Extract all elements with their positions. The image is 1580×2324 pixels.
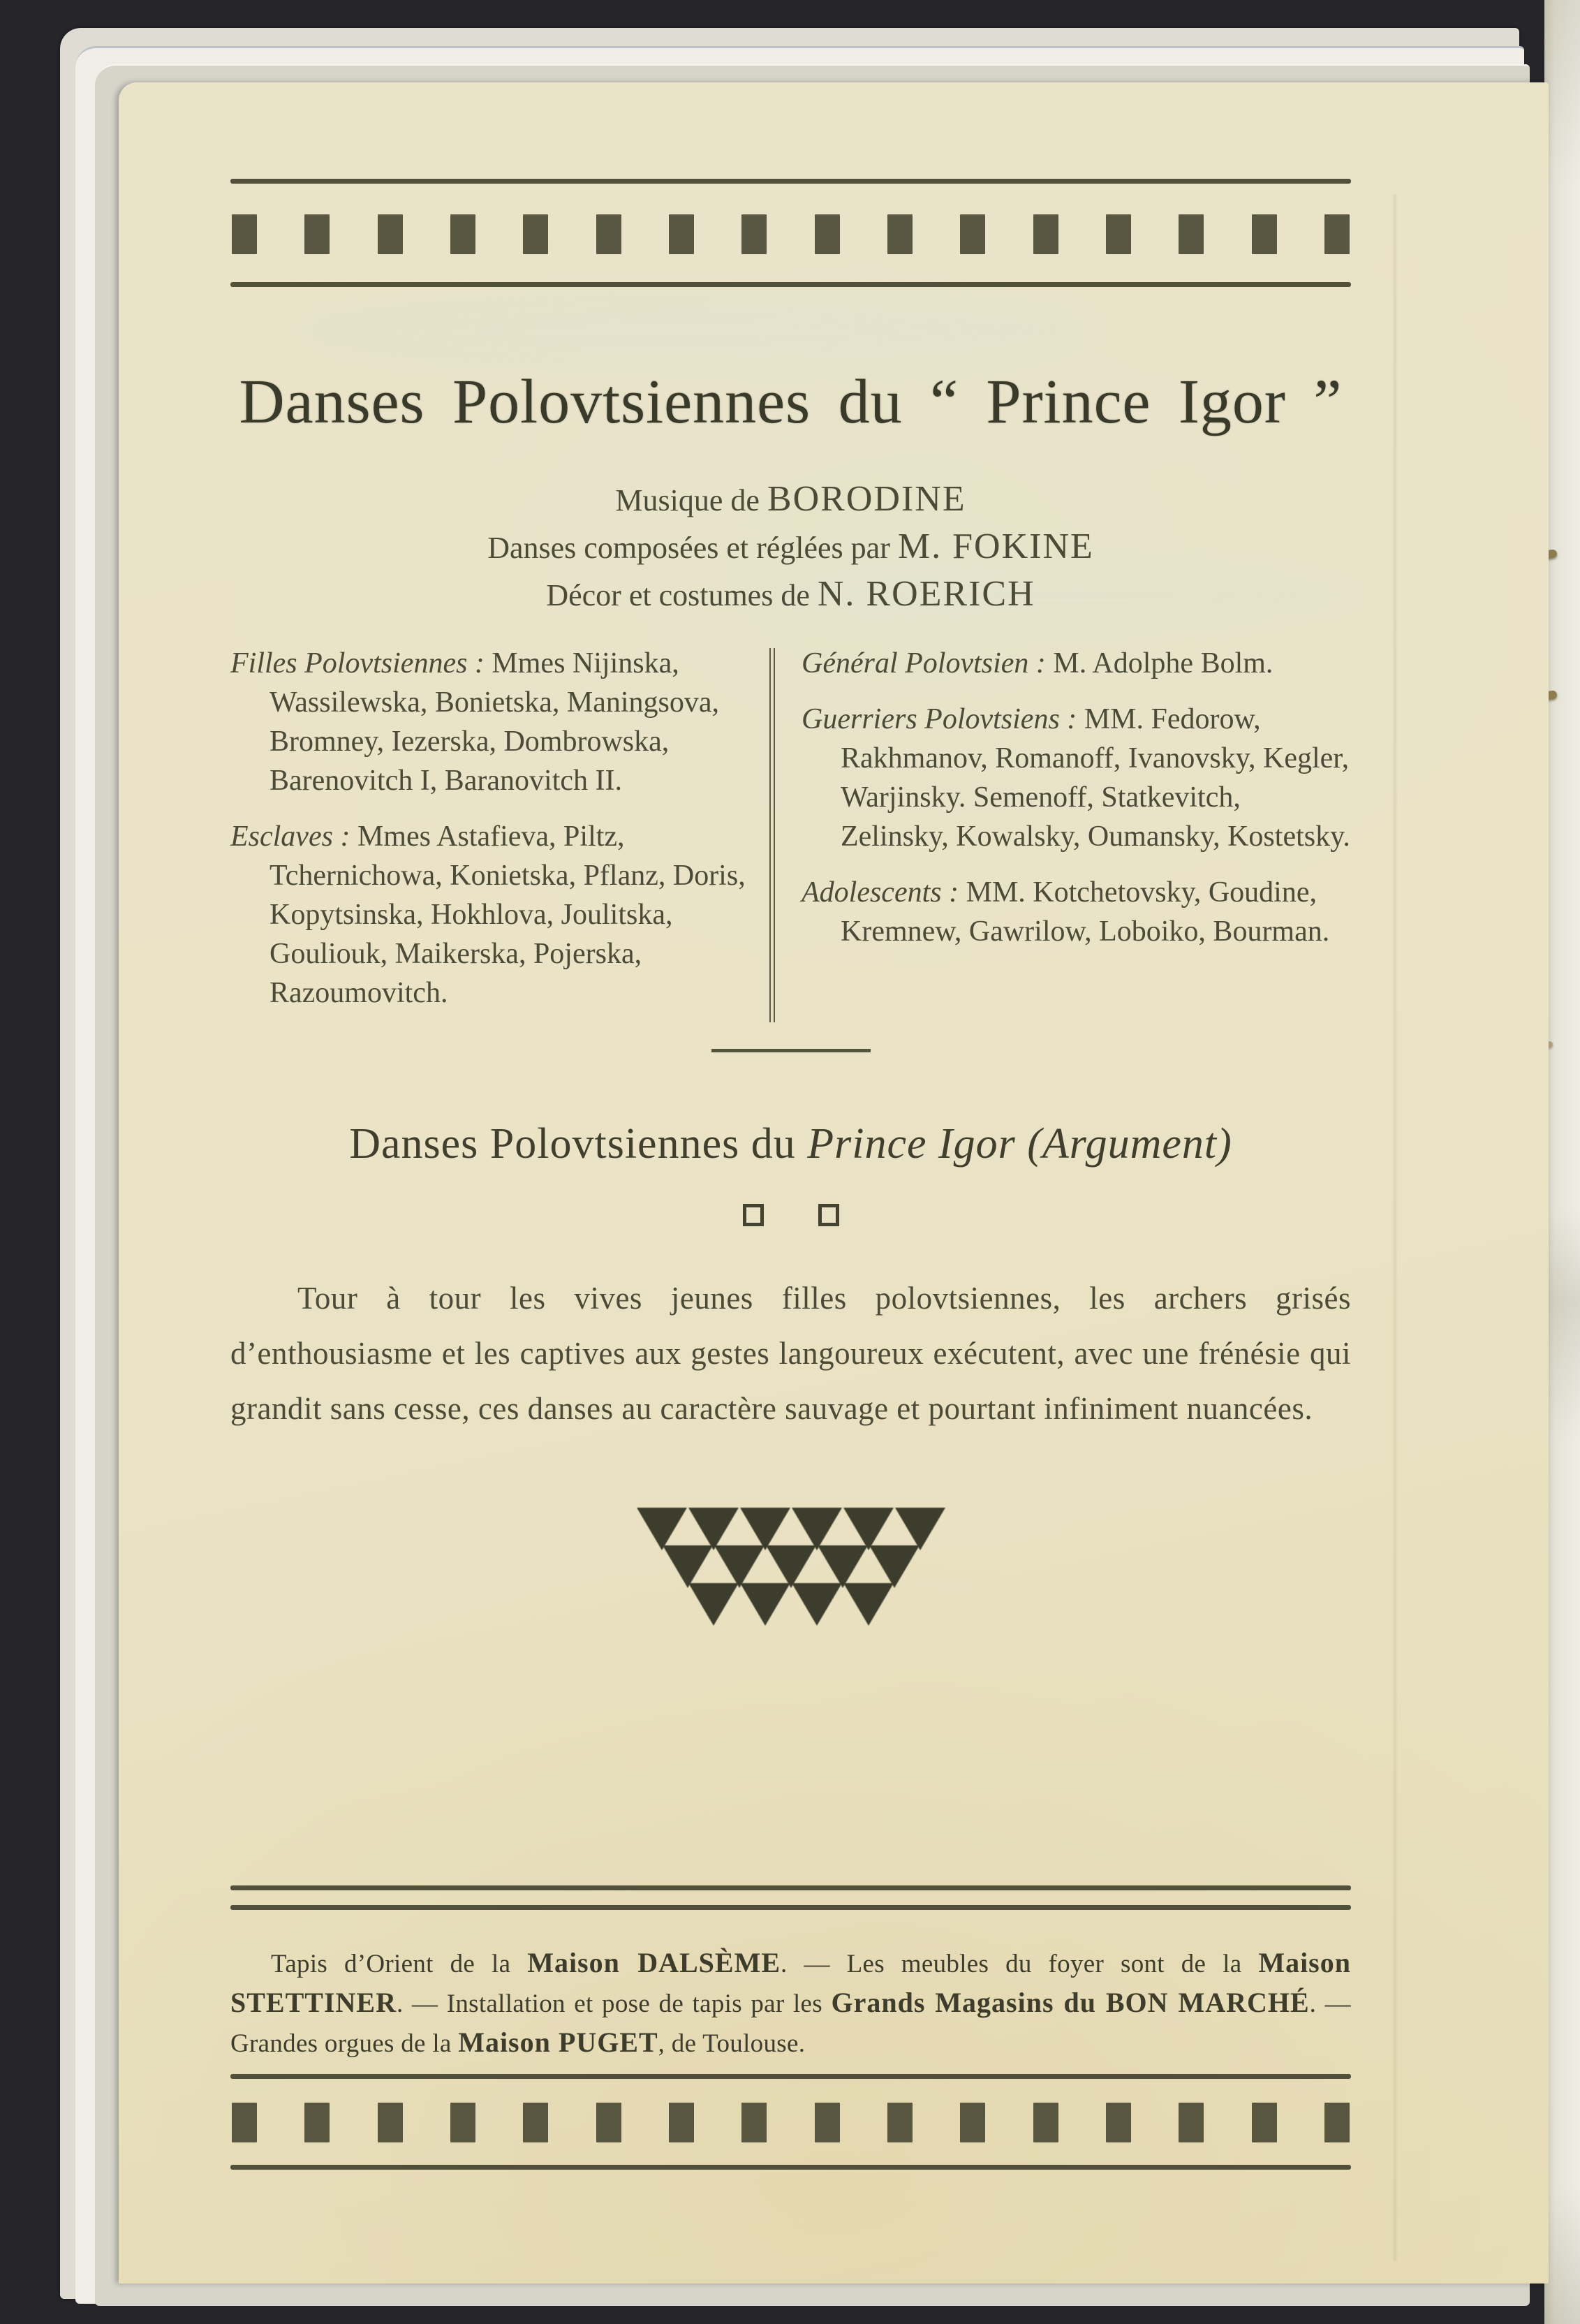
border-square	[304, 214, 330, 254]
border-square	[1324, 214, 1350, 254]
advert-brand-segment: Maison STETTINER	[230, 1947, 1351, 2019]
hollow-square	[743, 1204, 764, 1226]
cast-entry	[802, 873, 1351, 951]
cast-entry	[802, 644, 1351, 683]
border-rule	[230, 282, 1351, 287]
border-square	[815, 214, 840, 254]
hollow-square	[818, 1204, 839, 1226]
border-square	[304, 2103, 330, 2142]
cast-names: M. Adolphe Bolm.	[1053, 647, 1273, 680]
triangle-glyph	[714, 1545, 765, 1588]
border-square	[1324, 2103, 1350, 2142]
page-fold-shadow	[1544, 0, 1580, 2324]
border-square	[450, 2103, 475, 2142]
triangle-ornament	[230, 1508, 1351, 1626]
border-rule	[230, 179, 1351, 184]
cast-column-right	[802, 644, 1351, 1029]
cast-role-label: Filles Polovtsiennes :	[230, 647, 485, 680]
advert-text-segment: Tapis d’Orient de la	[271, 1950, 528, 1979]
top-ornamental-border	[230, 179, 1351, 287]
cast-entry	[230, 644, 748, 800]
cast-column-left	[230, 644, 748, 1029]
advert-brand-segment: Maison PUGET	[458, 2027, 658, 2059]
next-page-edge	[1544, 0, 1580, 2324]
border-square	[669, 2103, 694, 2142]
border-square	[1252, 214, 1277, 254]
credit-text: Danses composées et réglées par	[487, 531, 890, 566]
cast-section	[230, 644, 1351, 1029]
argument-heading-italic: Prince Igor (Argument)	[807, 1120, 1232, 1168]
credit-line	[230, 476, 1351, 524]
border-square	[232, 214, 257, 254]
cast-role-label: Esclaves :	[230, 821, 350, 853]
border-square	[1106, 214, 1131, 254]
border-square	[450, 214, 475, 254]
argument-paragraph: Tour à tour les vives jeunes filles polovtsiennes, les archers grisés d’enthousiasme et les captives aux gestes langoureux exécutent, avec une frénésie qui grandit sans cesse, ces danses au caractère sauvage et pourtant infiniment nuancées.	[230, 1281, 1351, 1427]
argument-heading-roman: Danses Polovtsiennes du	[349, 1120, 808, 1168]
credit-name: BORODINE	[767, 479, 966, 520]
triangle-glyph	[843, 1508, 894, 1550]
border-square	[887, 2103, 913, 2142]
triangle-glyph	[843, 1583, 894, 1626]
border-square	[741, 2103, 767, 2142]
triangle-glyph	[818, 1545, 868, 1588]
advert-text-segment: . — Installation et pose de tapis par les	[396, 1990, 832, 2019]
ornament-squares-pair	[230, 1204, 1351, 1226]
bottom-ornamental-border	[230, 2074, 1351, 2170]
triangle-row	[636, 1508, 946, 1550]
triangle-glyph	[637, 1508, 687, 1550]
program-page	[119, 82, 1549, 2283]
border-square	[1179, 2103, 1204, 2142]
section-divider-rule	[711, 1049, 871, 1052]
border-square	[1106, 2103, 1131, 2142]
cast-names: MM. Fedorow, Rakhmanov, Romanoff, Ivanovsky, Kegler, Warjinsky. Semenoff, Statkevitch, Zelinsky, Kowalsky, Oumansky, Kostetsky.	[841, 703, 1350, 853]
triangle-glyph	[869, 1545, 920, 1588]
advert-brand-segment: Grands Magasins du BON MARCHÉ	[831, 1987, 1310, 2019]
cast-names: Mmes Astafieva, Piltz, Tchernichowa, Konietska, Pflanz, Doris, Kopytsinska, Hokhlova, Joulitska, Gouliouk, Maikerska, Pojerska, Razoumovitch.	[270, 821, 746, 1010]
page-content	[230, 82, 1351, 2170]
triangle-glyph	[688, 1583, 739, 1626]
advert-text-segment: . — Grandes orgues de la	[230, 1990, 1351, 2059]
border-square	[741, 214, 767, 254]
border-square	[523, 214, 548, 254]
page-title: Danses Polovtsiennes du “ Prince Igor ”	[239, 367, 1343, 436]
border-squares-row	[232, 2103, 1350, 2142]
triangle-glyph	[740, 1583, 790, 1626]
triangle-row	[688, 1583, 894, 1626]
credit-line	[230, 524, 1351, 571]
advert-rule	[230, 1905, 1351, 1910]
credit-name: M. FOKINE	[897, 527, 1094, 567]
advert-brand-segment: Maison DALSÈME	[527, 1947, 781, 1979]
border-square	[1252, 2103, 1277, 2142]
border-square	[669, 214, 694, 254]
triangle-glyph	[766, 1545, 816, 1588]
column-divider-rule	[769, 648, 775, 1022]
border-square	[378, 2103, 403, 2142]
border-squares-row	[232, 214, 1350, 254]
credit-text: Musique de	[615, 483, 760, 518]
cast-entry	[230, 817, 748, 1013]
fold-crease	[1392, 194, 1398, 2261]
border-square	[960, 214, 985, 254]
border-rule	[230, 2165, 1351, 2170]
border-square	[1033, 2103, 1058, 2142]
credit-name: N. ROERICH	[817, 574, 1035, 615]
border-square	[1179, 214, 1204, 254]
triangle-glyph	[688, 1508, 739, 1550]
triangle-glyph	[792, 1583, 842, 1626]
border-square	[960, 2103, 985, 2142]
credit-text: Décor et costumes de	[546, 578, 810, 613]
double-rule	[230, 1885, 1351, 1910]
border-square	[596, 214, 621, 254]
cast-names: Mmes Nijinska, Wassilewska, Bonietska, Maningsova, Bromney, Iezerska, Dombrowska, Barenovitch I, Baranovitch II.	[270, 647, 720, 797]
cast-role-label: Guerriers Polovtsiens :	[802, 703, 1077, 736]
border-square	[232, 2103, 257, 2142]
triangle-glyph	[895, 1508, 945, 1550]
border-square	[596, 2103, 621, 2142]
triangle-row	[662, 1545, 920, 1588]
cast-role-label: Adolescents :	[802, 876, 959, 909]
cast-names: MM. Kotchetovsky, Goudine, Kremnew, Gawrilow, Loboiko, Bourman.	[841, 876, 1330, 948]
cast-role-label: Général Polovtsien :	[802, 647, 1046, 680]
advertisement-paragraph	[230, 1943, 1351, 2063]
cast-entry	[802, 700, 1351, 856]
advert-text-segment: . — Les meubles du foyer sont de la	[781, 1950, 1259, 1979]
border-square	[378, 214, 403, 254]
triangle-glyph	[663, 1545, 713, 1588]
border-square	[887, 214, 913, 254]
triangle-glyph	[792, 1508, 842, 1550]
border-square	[815, 2103, 840, 2142]
border-square	[1033, 214, 1058, 254]
border-rule	[230, 2074, 1351, 2079]
credits-block	[230, 476, 1351, 619]
advert-rule	[230, 1885, 1351, 1890]
advert-text-segment: , de Toulouse.	[658, 2029, 806, 2059]
credit-line	[230, 571, 1351, 619]
argument-heading	[230, 1119, 1351, 1169]
triangle-glyph	[740, 1508, 790, 1550]
border-square	[523, 2103, 548, 2142]
